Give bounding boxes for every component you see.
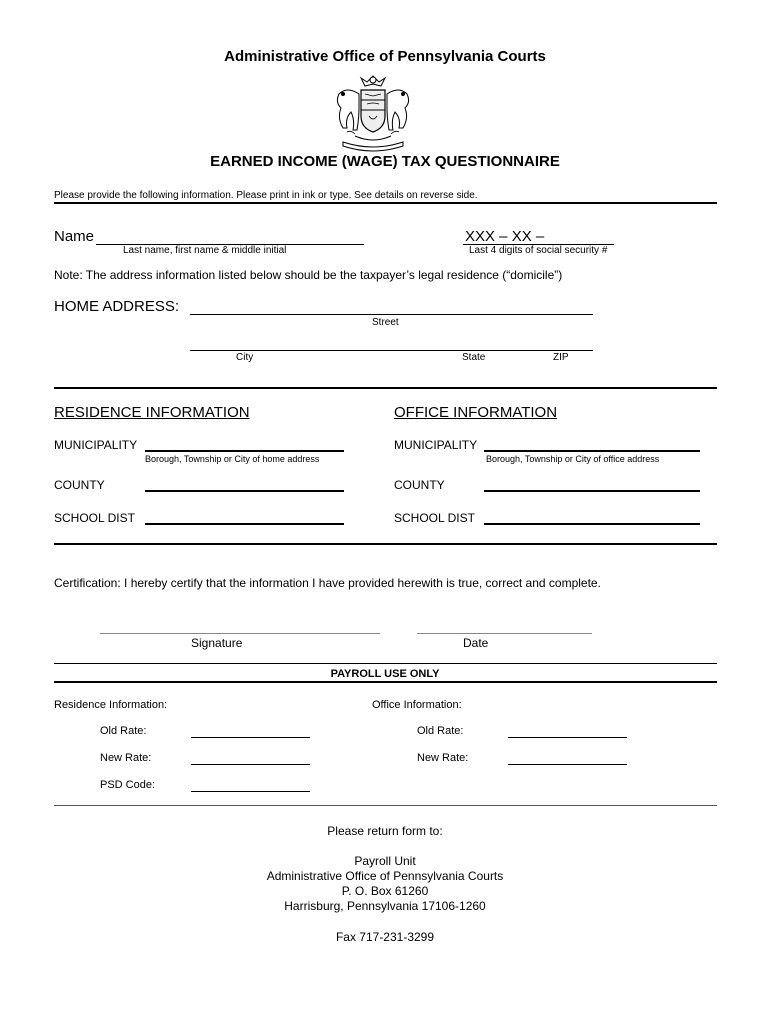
office-municipality-field[interactable]: [484, 436, 700, 452]
signature-caption: Signature: [191, 636, 243, 650]
office-municipality-caption: Borough, Township or City of office address: [486, 454, 660, 464]
name-label: Name: [54, 228, 95, 245]
residence-county-field[interactable]: [145, 477, 344, 492]
residence-municipality-caption: Borough, Township or City of home address: [145, 454, 320, 464]
city-state-zip-field[interactable]: [190, 337, 593, 351]
residence-old-rate-field[interactable]: [191, 726, 310, 738]
return-line-2: Administrative Office of Pennsylvania Courts: [266, 869, 504, 883]
divider: [54, 387, 717, 389]
divider: [54, 663, 717, 664]
office-county-label: COUNTY: [394, 478, 445, 492]
home-address-label: HOME ADDRESS:: [54, 298, 180, 315]
zip-caption: ZIP: [553, 352, 569, 363]
office-municipality-label: MUNICIPALITY: [394, 438, 478, 452]
state-caption: State: [462, 352, 486, 363]
office-new-rate-field[interactable]: [508, 753, 627, 765]
office-title: Administrative Office of Pennsylvania Courts: [224, 48, 546, 65]
residence-new-rate-label: New Rate:: [100, 752, 152, 764]
street-caption: Street: [372, 317, 399, 328]
name-caption: Last name, first name & middle initial: [123, 245, 287, 256]
return-line-3: P. O. Box 61260: [341, 884, 429, 898]
office-old-rate-label: Old Rate:: [417, 725, 464, 737]
ssn-last4-field[interactable]: [543, 230, 614, 245]
payroll-heading: PAYROLL USE ONLY: [330, 668, 440, 680]
residence-school-field[interactable]: [145, 510, 344, 525]
psd-code-label: PSD Code:: [100, 779, 156, 791]
divider: [54, 202, 717, 204]
psd-code-field[interactable]: [191, 780, 310, 792]
office-school-field[interactable]: [484, 510, 700, 525]
office-school-label: SCHOOL DIST: [394, 511, 475, 525]
residence-school-label: SCHOOL DIST: [54, 511, 135, 525]
office-new-rate-label: New Rate:: [417, 752, 469, 764]
street-field[interactable]: [190, 300, 593, 315]
payroll-residence-label: Residence Information:: [54, 699, 168, 711]
ssn-prefix: XXX – XX –: [465, 228, 545, 245]
date-caption: Date: [463, 636, 489, 650]
residence-new-rate-field[interactable]: [191, 753, 310, 765]
return-line-4: Harrisburg, Pennsylvania 17106-1260: [284, 899, 486, 913]
name-field[interactable]: [96, 230, 364, 245]
divider: [54, 805, 717, 806]
office-old-rate-field[interactable]: [508, 726, 627, 738]
ssn-caption: Last 4 digits of social security #: [469, 245, 608, 256]
residence-old-rate-label: Old Rate:: [100, 725, 147, 737]
divider: [54, 681, 717, 683]
return-intro: Please return form to:: [327, 824, 443, 838]
residence-municipality-field[interactable]: [145, 436, 344, 452]
domicile-note: Note: The address information listed below should be the taxpayer’s legal residence (“domicile”): [54, 268, 563, 282]
certification-text: Certification: I hereby certify that the information I have provided herewith is true, correct and complete.: [54, 576, 601, 590]
payroll-office-label: Office Information:: [372, 699, 462, 711]
form-title: EARNED INCOME (WAGE) TAX QUESTIONNAIRE: [210, 153, 560, 170]
office-county-field[interactable]: [484, 477, 700, 492]
office-heading: OFFICE INFORMATION: [394, 404, 558, 421]
residence-heading: RESIDENCE INFORMATION: [54, 404, 250, 421]
residence-municipality-label: MUNICIPALITY: [54, 438, 138, 452]
city-caption: City: [236, 352, 254, 363]
date-field[interactable]: [417, 621, 592, 634]
pennsylvania-coat-of-arms-icon: [325, 72, 421, 152]
fax-number: Fax 717-231-3299: [335, 930, 435, 944]
return-line-1: Payroll Unit: [354, 854, 416, 868]
divider: [54, 543, 717, 545]
signature-field[interactable]: [100, 621, 380, 634]
residence-county-label: COUNTY: [54, 478, 105, 492]
instructions-text: Please provide the following information. Please print in ink or type. See details on reverse side.: [54, 190, 478, 201]
